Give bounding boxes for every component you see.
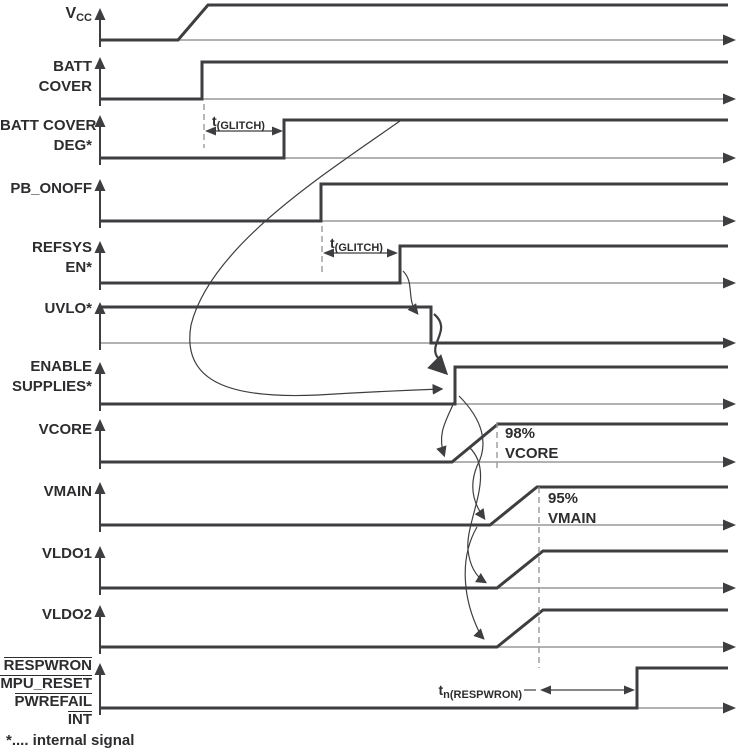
signal-label-pb-onoff bbox=[0, 179, 92, 199]
overlined-text: PWREFAIL bbox=[14, 693, 92, 710]
threshold-pct: 95% bbox=[548, 490, 579, 507]
label-line: PB_ONOFF bbox=[10, 180, 92, 197]
label-line: ENABLE bbox=[30, 358, 92, 375]
t-sub: (GLITCH) bbox=[216, 120, 265, 132]
label-line: VLDO1 bbox=[41, 545, 92, 562]
vmain-threshold-label bbox=[548, 489, 596, 529]
signal-label-enable-supplies bbox=[0, 357, 92, 397]
overlined-text: RESPWRON bbox=[3, 657, 92, 674]
t-main: t bbox=[330, 235, 335, 251]
label-line: SUPPLIES* bbox=[11, 378, 92, 395]
internal-signal-footnote: *.... internal signal bbox=[6, 732, 135, 749]
signal-label-vcc bbox=[0, 4, 92, 28]
signal-label-refsys-en bbox=[0, 238, 92, 278]
signal-label-vcore bbox=[0, 420, 92, 440]
t-sub: n(RESPWRON) bbox=[443, 689, 522, 701]
t-main: t bbox=[438, 682, 444, 698]
vcc-sub: CC bbox=[76, 12, 92, 24]
signal-label-vldo2 bbox=[0, 605, 92, 625]
signal-label-batt-cover-deg bbox=[0, 116, 97, 156]
t-respwron-label bbox=[430, 682, 522, 701]
signal-label-reset-group bbox=[0, 657, 92, 729]
overlined-text: INT bbox=[67, 711, 92, 728]
label-line: BATT bbox=[53, 58, 92, 75]
label-line: REFSYS bbox=[31, 239, 92, 256]
t-glitch-label-batt bbox=[212, 113, 265, 132]
label-line: VLDO2 bbox=[41, 606, 92, 623]
t-main: t bbox=[212, 113, 217, 129]
label-line: COVER bbox=[38, 78, 92, 95]
t-glitch-label-pb bbox=[330, 235, 383, 254]
label-line: VMAIN bbox=[43, 483, 92, 500]
signal-label-vldo1 bbox=[0, 544, 92, 564]
signal-label-uvlo bbox=[0, 299, 92, 319]
label-line: EN* bbox=[65, 259, 92, 276]
threshold-name: VCORE bbox=[505, 445, 559, 462]
overlined-text: MPU_RESET bbox=[0, 675, 92, 692]
threshold-name: VMAIN bbox=[548, 510, 597, 527]
label-line: DEG* bbox=[53, 137, 92, 154]
label-line-mpu-reset bbox=[0, 675, 92, 693]
label-line-respwron bbox=[0, 657, 92, 675]
label-line: BATT COVER bbox=[0, 117, 97, 134]
threshold-pct: 98% bbox=[505, 425, 536, 442]
label-line: UVLO* bbox=[44, 300, 92, 317]
signal-label-vmain bbox=[0, 482, 92, 502]
t-sub: (GLITCH) bbox=[334, 242, 383, 254]
label-line-pwrefail bbox=[0, 693, 92, 711]
signal-label-batt-cover bbox=[0, 57, 92, 97]
vcc-main: V bbox=[65, 5, 77, 22]
label-line: VCORE bbox=[38, 421, 92, 438]
label-line-int bbox=[0, 711, 92, 729]
vcore-threshold-label bbox=[505, 424, 558, 464]
